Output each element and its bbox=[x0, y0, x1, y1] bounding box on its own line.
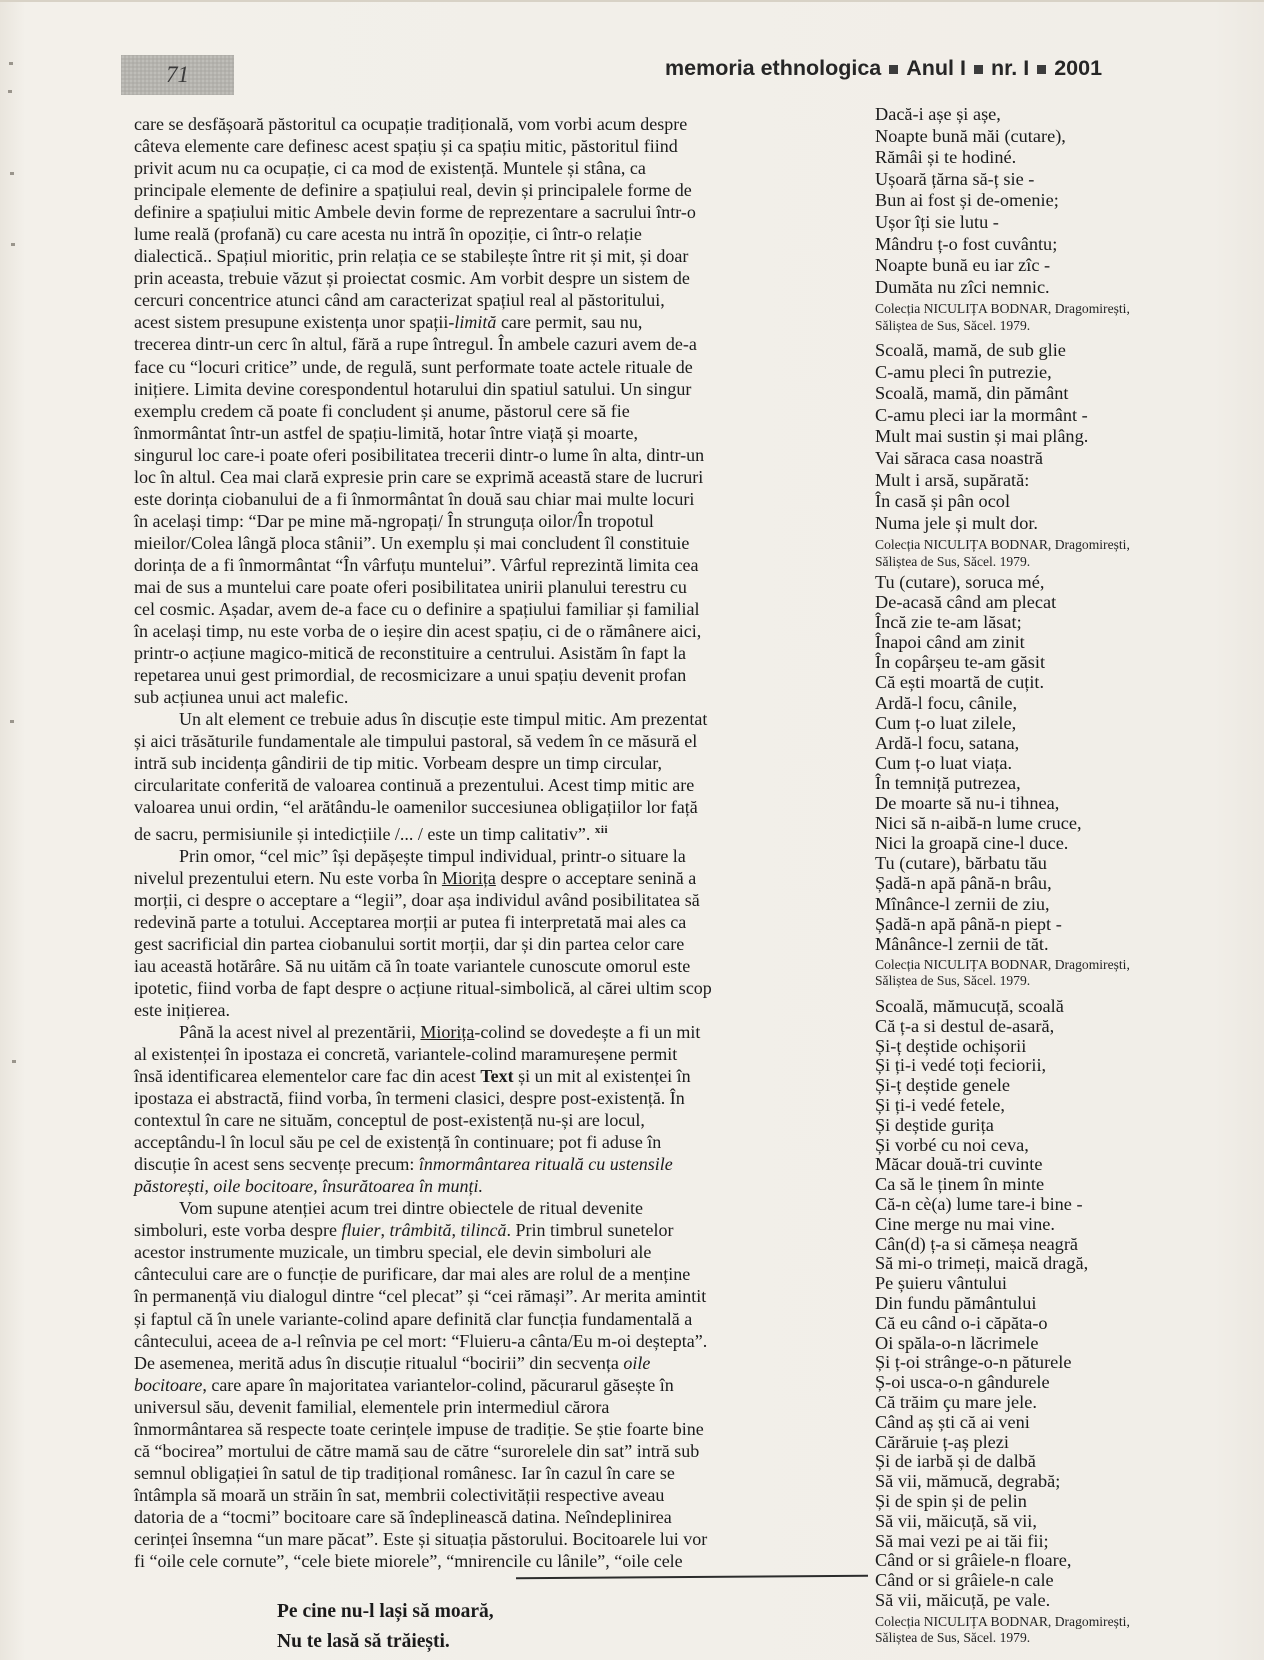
poem-line: De moarte să nu-i tihnea, bbox=[875, 793, 1060, 814]
text-line: cerinței însemna “un mare păcat”. Este și situația păstorului. Bocitoarele lui vor bbox=[134, 1529, 708, 1549]
poem-line: Și deștide gurița bbox=[875, 1114, 994, 1135]
text-line: ipostaza ei abstractă, fiind vorba, în termeni clasici, despre post-existență. În bbox=[134, 1088, 685, 1109]
text-line: lume reală (profană) cu care acesta nu intră în opoziție, ci într-o relație bbox=[134, 224, 642, 245]
poem-line: Scoală, mămucuță, scoală bbox=[875, 996, 1064, 1016]
text-line: simboluri, este vorba despre fluier, trâmbită, tilincă. Prin timbrul sunetelor bbox=[134, 1220, 674, 1241]
footnote-separator-rule bbox=[516, 1575, 868, 1579]
text-line: câteva elemente care definesc acest spațiu și ca spațiu mitic, păstoritul fiind bbox=[134, 136, 678, 157]
credit-line: Săliștea de Sus, Săcel. 1979. bbox=[875, 1630, 1031, 1646]
text-line: cântecului, aceea de a-l reînvia pe cel mort: “Fluieru-a cânta/Eu m-oi deștepta”. bbox=[134, 1330, 708, 1351]
poem-line: Pe șuieru vântului bbox=[875, 1273, 1008, 1294]
poem-line: Înapoi când am zinit bbox=[875, 632, 1025, 653]
poem-line: În casă și pân ocol bbox=[875, 491, 1011, 512]
poem-line: Nici să n-aibă-n lume cruce, bbox=[875, 813, 1082, 834]
text-line: însă identificarea elementelor care fac din acest Text și un mit al existenței în bbox=[134, 1066, 691, 1087]
poem-line: Ardă-l focu, satana, bbox=[875, 732, 1020, 753]
poem-line: Șadă-n apă până-n piept - bbox=[875, 913, 1062, 934]
verse-line: Pe cine nu-l lași să moară, bbox=[277, 1601, 494, 1622]
credit-line: Colecția NICULIȚA BODNAR, Dragomirești, bbox=[875, 301, 1130, 317]
text-line: morții, ci despre o acceptare a “legii”, doar așa individul având posibilitatea să bbox=[134, 889, 700, 910]
paragraph bbox=[134, 113, 840, 708]
text-line: sub acțiunea unui act malefic. bbox=[134, 687, 349, 708]
text-line: Prin omor, “cel mic” își depășește timpul individual, printr-o situare la bbox=[179, 845, 686, 866]
text-line: loc în altul. Cea mai clară expresie prin care se exprimă această stare de lucruri bbox=[134, 466, 704, 487]
text-line: în permanență viu dialogul dintre “cel plecat” și “cei rămași”. Ar merita amintit bbox=[134, 1286, 707, 1307]
text-line: singurul loc care-i poate oferi posibilitatea trecerii dintr-o lume în alta, dintr-un bbox=[134, 444, 705, 465]
text-line: Până la acest nivel al prezentării, Miorița-colind se dovedește a fi un mit bbox=[179, 1021, 701, 1042]
italic-text: fluier bbox=[341, 1220, 381, 1241]
text-line: și faptul că în unele variante-colind apare definită clar funcția fundamentală a bbox=[134, 1308, 693, 1329]
text-line: De asemenea, merită adus în discuție ritualul “bocirii” din secvența oile bbox=[134, 1352, 651, 1373]
header-segment: nr. I bbox=[990, 56, 1030, 80]
poem-line: Cărăruie ț-aș plezi bbox=[875, 1431, 1009, 1452]
poem-credit bbox=[875, 301, 1250, 334]
poem-line: Că-n cè(a) lume tare-i bine - bbox=[875, 1193, 1083, 1214]
poem-line: Să vii, măicuță, pe vale. bbox=[875, 1589, 1051, 1610]
text-line: privit acum nu ca ocupație, ci ca mod de existență. Muntele și stâna, ca bbox=[134, 158, 646, 179]
poem-line: Mult mai sustin și mai plâng. bbox=[875, 426, 1089, 447]
poem-line: Ușoară țărna să-ț sie - bbox=[875, 168, 1035, 189]
text-line: cel cosmic. Așadar, avem de-a face cu o definire a spațiului familiar și familial bbox=[134, 599, 700, 620]
poem-credit bbox=[875, 537, 1250, 570]
text-line: gest sacrificial din partea ciobanului sortit morții, dar și din partea celor care bbox=[134, 933, 685, 954]
text-line: definire a spațiului mitic Ambele devin forme de reprezentare a sacrului într-o bbox=[134, 202, 696, 223]
text-line: redevină parte a totului. Acceptarea morții ar putea fi interpretată mai ales ca bbox=[134, 911, 687, 932]
poem-line: Și vorbé cu noi ceva, bbox=[875, 1134, 1029, 1155]
scan-artifact bbox=[10, 720, 14, 723]
text-line: mieilor/Colea lângă ploca stânii”. Un exemplu și mai concludent îl constituie bbox=[134, 532, 690, 553]
poem-line: Tu (cutare), bărbatu tău bbox=[875, 853, 1047, 874]
scan-artifact bbox=[10, 172, 14, 175]
main-text-column bbox=[134, 113, 840, 1572]
text-line: trecerea dintr-un cerc în altul, fără a rupe întregul. În ambele cazuri avem de-a bbox=[134, 334, 697, 355]
poem-line: Vai săraca casa noastră bbox=[875, 447, 1043, 468]
poem-line: Oi spăla-o-n lăcrimele bbox=[875, 1332, 1039, 1353]
poem-line: Dacă-i așe și așe, bbox=[875, 104, 1001, 124]
text-line: prin aceasta, trebuie văzut și proiectat cosmic. Am vorbit despre un sistem de bbox=[134, 268, 690, 289]
text-line: care se desfășoară păstoritul ca ocupație tradițională, vom vorbi acum despre bbox=[134, 114, 688, 134]
text-line: discuție în acest sens secvențe precum: înmormântarea rituală cu ustensile bbox=[134, 1154, 673, 1175]
square-separator-icon bbox=[974, 65, 983, 74]
paragraph bbox=[134, 708, 840, 844]
scan-artifact bbox=[9, 62, 13, 65]
poem-credit bbox=[875, 957, 1250, 990]
text-line: cercuri concentrice atunci când am caracterizat spațiul real al păstoritului, bbox=[134, 290, 665, 311]
text-line: cântecului care are o funcție de purificare, dar mai ales are rolul de a menține bbox=[134, 1264, 691, 1285]
text-line: întâmpla să moară un străin în sat, membrii colectivității respective aveau bbox=[134, 1484, 665, 1505]
text-line: printr-o acțiune magico-mitică de reconstituire a centrului. Asistăm în fapt la bbox=[134, 643, 686, 664]
text-line bbox=[134, 1175, 840, 1197]
page-number-box bbox=[121, 55, 234, 95]
poem-line: Și ți-i vedé fetele, bbox=[875, 1094, 1005, 1115]
text-line: de sacru, permisiunile și intedicțiile /... / este un timp calitativ”. $^{xii}$ bbox=[134, 823, 609, 844]
italic-text: limită bbox=[454, 312, 497, 333]
credit-line: Colecția NICULIȚA BODNAR, Dragomirești, bbox=[875, 537, 1130, 553]
footnote-reference: xii bbox=[594, 823, 609, 836]
scan-artifact bbox=[12, 1060, 16, 1063]
poem-line: C-amu pleci iar la mormânt - bbox=[875, 404, 1088, 425]
paragraph bbox=[134, 1197, 840, 1572]
text-line: acest sistem presupune existența unor spații-limită care permit, sau nu, bbox=[134, 312, 643, 333]
italic-text: tilincă bbox=[460, 1220, 507, 1241]
poem-line: Când or si grâiele-n cale bbox=[875, 1570, 1054, 1591]
poem-line: Cân(d) ț-a si cămeșa neagră bbox=[875, 1233, 1079, 1254]
text-line: dorința de a fi înmormântat “În vârfuțu muntelui”. Vârful reprezintă limita cea bbox=[134, 554, 699, 575]
poem-line: Și de spin și de pelin bbox=[875, 1490, 1027, 1511]
poem-line: Că ț-a si destul de-asară, bbox=[875, 1015, 1055, 1036]
journal-header bbox=[665, 56, 1102, 81]
text-line: contextul în care ne situăm, conceptul de post-existență nu-și are locul, bbox=[134, 1110, 645, 1131]
square-separator-icon bbox=[1037, 65, 1046, 74]
poem-line: Că trăim çu mare jele. bbox=[875, 1391, 1037, 1412]
poem-line: Și ț-oi strânge-o-n păturele bbox=[875, 1352, 1072, 1373]
poem-line: Bun ai fost și de-omenie; bbox=[875, 190, 1059, 211]
poem-line: Ardă-l focu, cânile, bbox=[875, 692, 1018, 713]
scan-edge-artifact bbox=[0, 0, 1264, 2]
square-separator-icon bbox=[889, 65, 898, 74]
poem-line: Noapte bună eu iar zîc - bbox=[875, 255, 1051, 276]
poem-line: Că ești moartă de cuțit. bbox=[875, 672, 1045, 693]
credit-line: Săliștea de Sus, Săcel. 1979. bbox=[875, 973, 1031, 989]
poem-line: Mândru ț-o fost cuvântu; bbox=[875, 233, 1058, 254]
scan-artifact bbox=[11, 243, 15, 246]
text-line: universul său, devenit familial, elementele prin intermediul cărora bbox=[134, 1396, 610, 1417]
text-line: fi “oile cele cornute”, “cele biete miorele”, “mnirencile cu lânile”, “oile cele bbox=[134, 1551, 683, 1572]
poem-line: Numa jele și mult dor. bbox=[875, 512, 1038, 533]
text-line: datoria de a “tocmi” bocitoare care să îndeplinească datina. Neîndeplinirea bbox=[134, 1506, 672, 1527]
poem-line: Ș-oi usca-o-n gândurele bbox=[875, 1372, 1050, 1393]
poem-line: Să vii, mămucă, degrabă; bbox=[875, 1471, 1061, 1492]
poem-line: Tu (cutare), soruca mé, bbox=[875, 572, 1045, 592]
poem-line: Și ți-i vedé toți feciorii, bbox=[875, 1055, 1047, 1076]
poem-line: Măcar două-tri cuvinte bbox=[875, 1154, 1043, 1175]
text-line: principale elemente de definire a spațiului real, devin și principalele forme de bbox=[134, 180, 692, 201]
text-line: dialectică.. Spațiul mioritic, prin relația ce se stabilește între rit și mit, și doar bbox=[134, 246, 689, 267]
text-line: inițiere. Limita devine corespondentul hotarului din spatiul satului. Un singur bbox=[134, 378, 692, 399]
text-line: acceptându-l în locul său pe cel de existență în continuare; pot fi aduse în bbox=[134, 1132, 662, 1153]
poem-line: Mînânce-l zernii de ziu, bbox=[875, 893, 1050, 914]
poem-line: În copârșeu te-am găsit bbox=[875, 652, 1046, 673]
poem-line: Și-ț deștide genele bbox=[875, 1075, 1011, 1096]
text-line: în același timp: “Dar pe mine mă-ngropați/ În strunguța oilor/În tropotul bbox=[134, 510, 654, 531]
text-line: bocitoare, care apare în majoritatea variantelor-colind, păcurarul găsește în bbox=[134, 1374, 674, 1395]
text-line: nivelul prezentului etern. Nu este vorba în Miorița despre o acceptare senină a bbox=[134, 867, 697, 888]
poem-credit bbox=[875, 1614, 1250, 1647]
underlined-title: Miorița bbox=[441, 867, 496, 888]
poem-line: Încă zie te-am lăsat; bbox=[875, 612, 1022, 633]
poem-line: Când or si grâiele-n floare, bbox=[875, 1550, 1072, 1571]
text-line: și aici trăsăturile fundamentale ale timpului pastoral, să vedem în ce măsură el bbox=[134, 731, 698, 752]
poem-line: Nici la groapă cine-l duce. bbox=[875, 833, 1069, 854]
poem-line: Că eu când o-i căpăta-o bbox=[875, 1312, 1048, 1333]
text-line: înmormântat într-un astfel de spațiu-limită, hotar între viață și moarte, bbox=[134, 422, 638, 443]
text-line: Un alt element ce trebuie adus în discuție este timpul mitic. Am prezentat bbox=[179, 709, 708, 730]
italic-text: bocitoare bbox=[134, 1374, 203, 1395]
poem-line: În temniță putrezea, bbox=[875, 772, 1021, 793]
italic-text: înmormântarea rituală cu ustensile bbox=[418, 1154, 673, 1175]
poem-line: Cine merge nu mai vine. bbox=[875, 1213, 1055, 1234]
poem-line: Cum ț-o luat viața. bbox=[875, 752, 1013, 773]
poem-line: Ca să le ținem în minte bbox=[875, 1174, 1045, 1195]
scan-artifact bbox=[8, 90, 12, 93]
header-segment: Anul I bbox=[906, 56, 966, 80]
header-segment: memoria ethnologica bbox=[665, 56, 882, 80]
poem-line: Dumăta nu zîci nemnic. bbox=[875, 276, 1050, 297]
header-segment: 2001 bbox=[1054, 56, 1103, 80]
text-line: în același timp, nu este vorba de o ieșire din acest spațiu, ci de o rămânere aici, bbox=[134, 621, 702, 642]
italic-text: păstorești, oile bocitoare, însurătoarea în munți. bbox=[134, 1176, 483, 1197]
text-line: valoarea unui ordin, “el arătându-le oamenilor succesiunea obligațiilor lor față bbox=[134, 797, 698, 818]
italic-text: trâmbită bbox=[389, 1220, 452, 1241]
poem-line: De-acasă când am plecat bbox=[875, 592, 1057, 613]
text-line: semnul obligației în satul de tip tradițional românesc. Iar în cazul în care se bbox=[134, 1462, 675, 1483]
text-line: al existenței în ipostaza ei concretă, variantele-colind maramureșene permit bbox=[134, 1043, 678, 1064]
poem-line: Scoală, mamă, de sub glie bbox=[875, 340, 1066, 360]
poem-line: Scoală, mamă, din pământ bbox=[875, 383, 1069, 404]
text-line: că “bocirea” mortului de către mamă sau de către “surorelele din sat” intră sub bbox=[134, 1440, 700, 1461]
poem-line: Când aș ști că ai veni bbox=[875, 1411, 1030, 1432]
verse-line: Nu te lasă să trăiești. bbox=[277, 1631, 450, 1652]
credit-line: Colecția NICULIȚA BODNAR, Dragomirești, bbox=[875, 1613, 1130, 1629]
underlined-title: Miorița bbox=[420, 1021, 475, 1042]
text-line: face cu “locuri critice” unde, de regulă, sunt performate toate actele rituale de bbox=[134, 356, 693, 377]
poem-line: Șadă-n apă până-n brâu, bbox=[875, 873, 1052, 894]
bold-text: Text bbox=[480, 1066, 514, 1087]
poem-line: Din fundu pământului bbox=[875, 1292, 1037, 1313]
italic-text: oile bbox=[623, 1352, 651, 1373]
poem-line: Să vii, măicuță, să vii, bbox=[875, 1510, 1037, 1531]
text-line: Vom supune atenției acum trei dintre obiectele de ritual devenite bbox=[179, 1198, 644, 1219]
text-line: ipotetic, fiind vorba de fapt despre o acțiune ritual-simbolică, al cărei ultim scop bbox=[134, 977, 712, 998]
page-number: 71 bbox=[166, 62, 189, 87]
poem-line: Și de iarbă și de dalbă bbox=[875, 1451, 1036, 1472]
poem-line: Rămâi și te hodiné. bbox=[875, 147, 1017, 168]
poem-line: Ușor îți sie lutu - bbox=[875, 211, 999, 232]
text-line: exemplu credem că poate fi concludent și anume, păstorul cere să fie bbox=[134, 400, 630, 421]
poem-line: Mult i arsă, supărată: bbox=[875, 469, 1030, 490]
credit-line: Săliștea de Sus, Săcel. 1979. bbox=[875, 553, 1031, 569]
text-line: este inițierea. bbox=[134, 999, 230, 1020]
text-line: înmormântarea să respecte toate cerințele impuse de tradiție. Se știe foarte bine bbox=[134, 1418, 704, 1439]
poem-line: C-amu pleci în putrezie, bbox=[875, 361, 1052, 382]
paragraph bbox=[134, 845, 840, 1021]
text-line: este dorința ciobanului de a fi înmormântat în două sau chiar mai multe locuri bbox=[134, 488, 695, 509]
poem-block-3 bbox=[875, 572, 1250, 990]
closing-verse bbox=[277, 1597, 494, 1657]
credit-line: Săliștea de Sus, Săcel. 1979. bbox=[875, 317, 1031, 333]
poem-block-1 bbox=[875, 104, 1250, 334]
text-line: mai de sus a muntelui care poate oferi posibilitatea unirii planului terestru cu bbox=[134, 576, 687, 597]
poem-line: Noapte bună măi (cutare), bbox=[875, 125, 1066, 146]
text-line: circularitate conferită de valoarea continuă a prezentului. Acest timp mitic are bbox=[134, 775, 695, 796]
poem-block-2 bbox=[875, 340, 1250, 570]
poem-block-4 bbox=[875, 997, 1250, 1647]
poem-line: Și-ț deștide ochișorii bbox=[875, 1035, 1027, 1056]
poem-line: Cum ț-o luat zilele, bbox=[875, 712, 1017, 733]
text-line: intră sub incidența gândirii de tip mitic. Vorbeam despre un timp circular, bbox=[134, 753, 662, 774]
text-line: iau această hotărâre. Să nu uităm că în toate variantele cunoscute omorul este bbox=[134, 955, 691, 976]
text-line: repetarea unui gest primordial, de recosmicizare a unui spațiu devenit profan bbox=[134, 665, 687, 686]
text-line: acestor instrumente muzicale, un timbru special, ele devin simboluri ale bbox=[134, 1242, 652, 1263]
poem-line: Să mi-o trimeți, maică dragă, bbox=[875, 1253, 1089, 1274]
poem-line: Să mai vezi pe ai tăi fii; bbox=[875, 1530, 1049, 1551]
paragraph bbox=[134, 1021, 840, 1197]
poem-line: Mânânce-l zernii de tăt. bbox=[875, 933, 1049, 954]
credit-line: Colecția NICULIȚA BODNAR, Dragomirești, bbox=[875, 956, 1130, 972]
